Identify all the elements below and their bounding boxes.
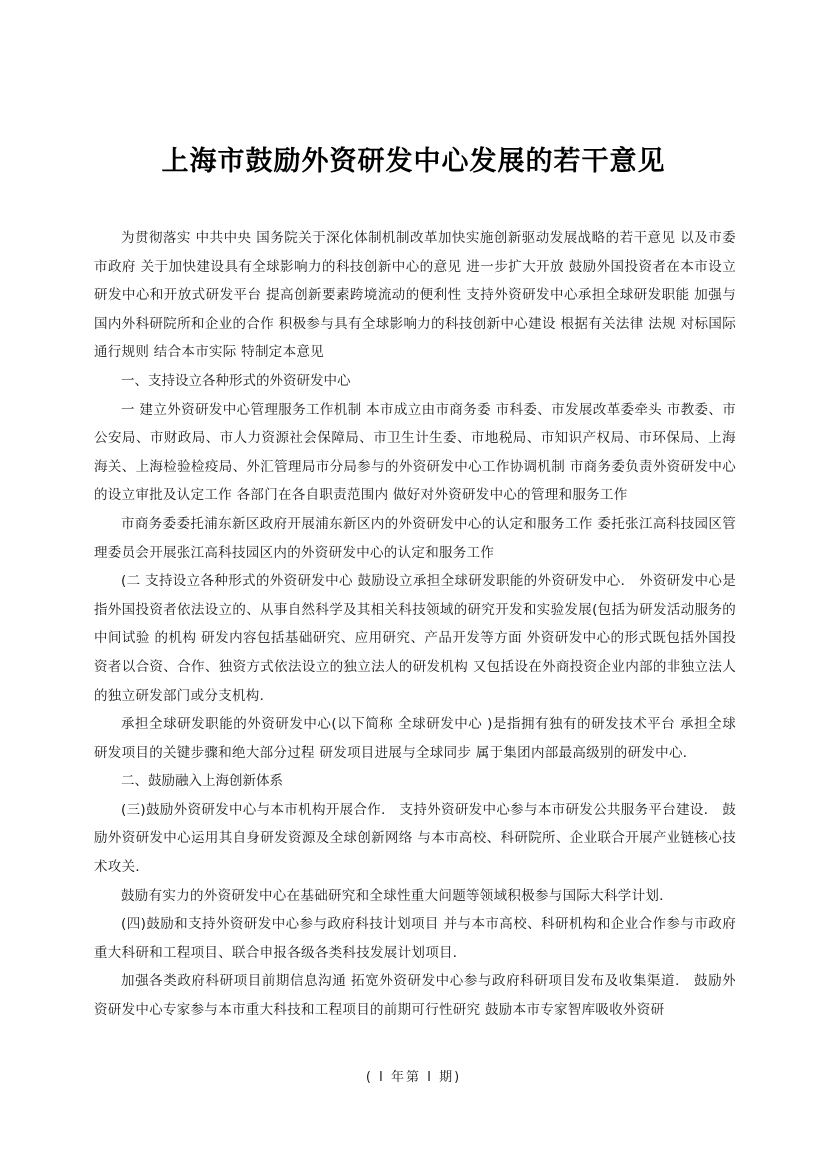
body-paragraph: 一 建立外资研发中心管理服务工作机制 本市成立由市商务委 市科委、市发展改革委牵头 市教委、市公安局、市财政局、市人力资源社会保障局、市卫生计生委、市地税局、市知识产权局、市环保局、上海海关、上海检验检疫局、外汇管理局市分局参与的外资研发中心工作协调机制 市商务委负责外资研发中心的设立审批及认定工作 各部门在各自职责范围内 做好对外资研发中心的管理和服务工作 (94, 401, 736, 504)
body-paragraph: 加强各类政府科研项目前期信息沟通 拓宽外资研发中心参与政府科研项目发布及收集渠道． 鼓励外资研发中心专家参与本市重大科技和工程项目的前期可行性研究 鼓励本市专家智库吸收外资研 (94, 973, 736, 1019)
section-heading-1: 一、支持设立各种形式的外资研发中心 (121, 372, 351, 389)
document-body (94, 224, 736, 1025)
body-paragraph: 承担全球研发职能的外资研发中心(以下简称 全球研发中心 )是指拥有独有的研发技术平台 承担全球研发项目的关键步骤和绝大部分过程 研发项目进展与全球同步 属于集团内部最高级别的研发中心． (94, 716, 736, 761)
intro-paragraph: 为贯彻落实 中共中央 国务院关于深化体制机制改革加快实施创新驱动发展战略的若干意见 以及市委 市政府 关于加快建设具有全球影响力的科技创新中心的意见 进一步扩大开放 鼓励外国投资者在本市设立研发中心和开放式研发平台 提高创新要素跨境流动的便利性 支持外资研发中心承担全球研发职能 加强与国内外科研院所和企业的合作 积极参与具有全球影响力的科技创新中心建设 根据有关法律 法规 对标国际通行规则 结合本市实际 特制定本意见 (94, 230, 736, 361)
section-heading-2: 二、鼓励融入上海创新体系 (121, 773, 283, 790)
page-footer: ( I 年第 I 期) (365, 1070, 462, 1085)
body-paragraph: 鼓励有实力的外资研发中心在基础研究和全球性重大问题等领域积极参与国际大科学计划． (121, 887, 673, 904)
body-paragraph: (四)鼓励和支持外资研发中心参与政府科技计划项目 并与本市高校、科研机构和企业合作参与市政府重大科研和工程项目、联合申报各级各类科技发展计划项目． (94, 916, 736, 961)
body-paragraph: (三)鼓励外资研发中心与本市机构开展合作． 支持外资研发中心参与本市研发公共服务平台建设． 鼓励外资研发中心运用其自身研发资源及全球创新网络 与本市高校、科研院所、企业联合开展产业链核心技术攻关． (94, 801, 736, 876)
body-paragraph: 市商务委委托浦东新区政府开展浦东新区内的外资研发中心的认定和服务工作 委托张江高科技园区管理委员会开展张江高科技园区内的外资研发中心的认定和服务工作 (94, 515, 736, 561)
document-title: 上海市鼓励外资研发中心发展的若干意见 (161, 146, 666, 177)
body-paragraph: (二 支持设立各种形式的外资研发中心 鼓励设立承担全球研发职能的外资研发中心． 外资研发中心是指外国投资者依法设立的、从事自然科学及其相关科技领域的研究开发和实验发展(包括为研发活动服务的中间试验 的机构 研发内容包括基础研究、应用研究、产品开发等方面 外资研发中心的形式既包括外国投资者以合资、合作、独资方式依法设立的独立法人的研发机构 又包括设在外商投资企业内部的非独立法人的独立研发部门或分支机构． (94, 573, 736, 704)
